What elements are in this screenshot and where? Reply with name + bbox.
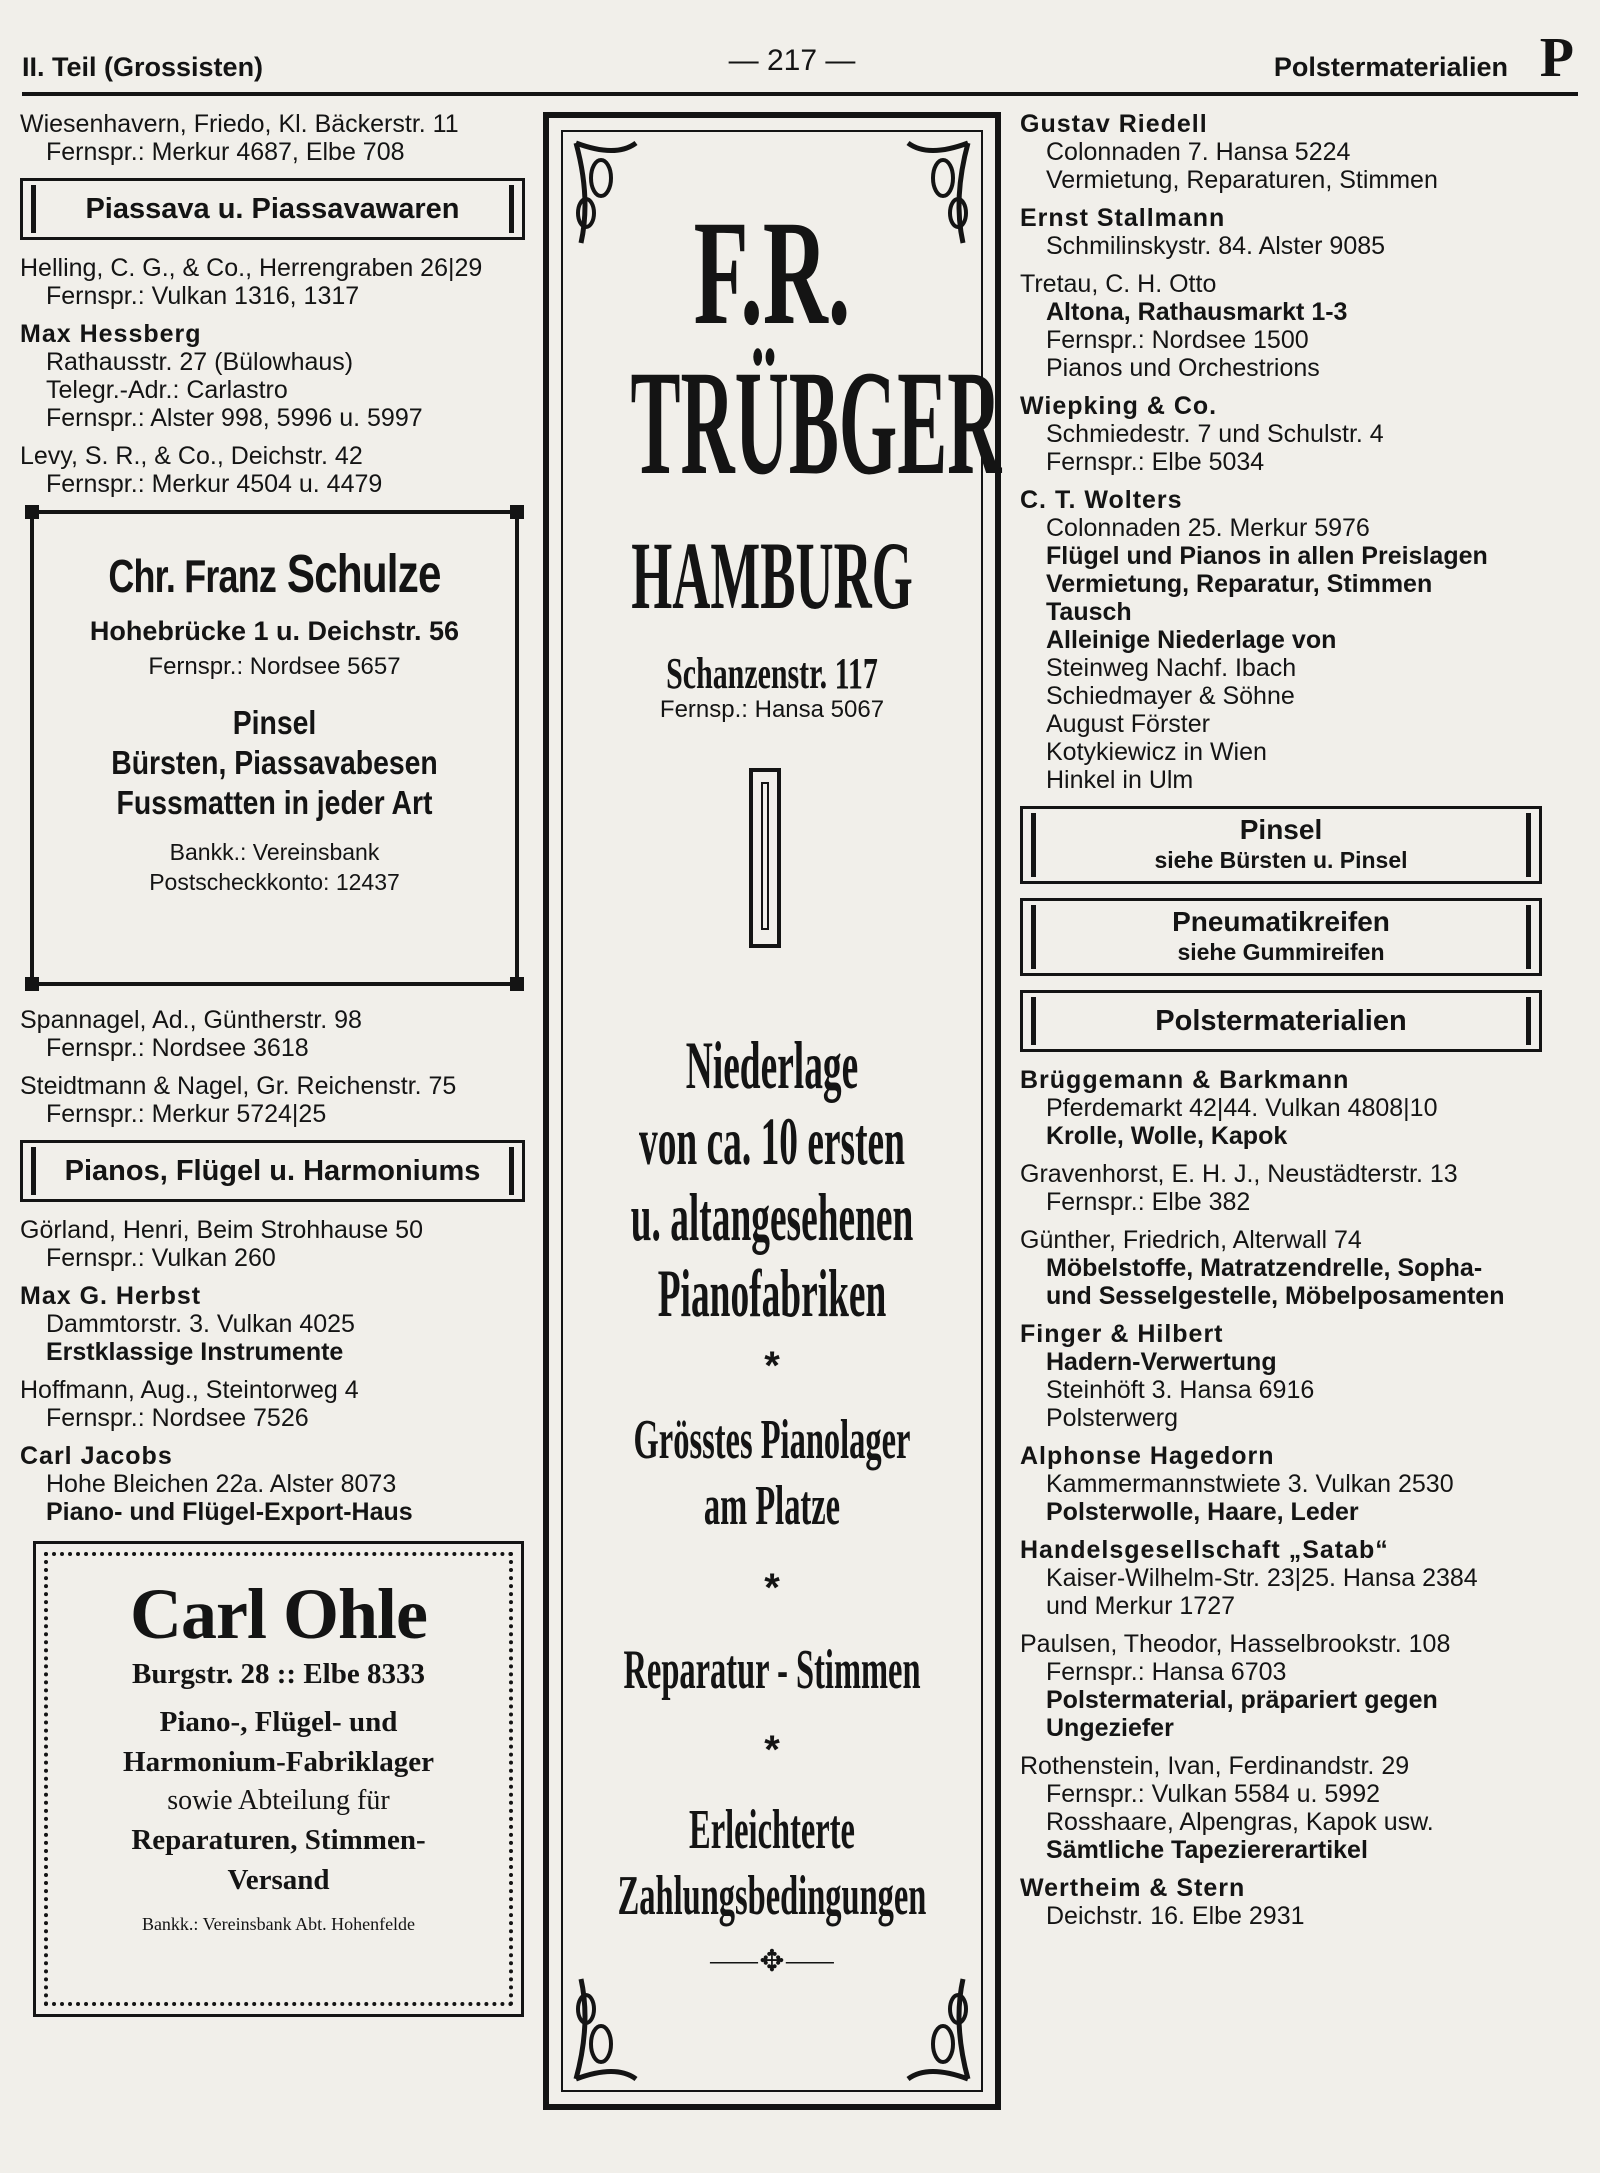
- entry-line: Dammtorstr. 3. Vulkan 4025: [46, 1310, 355, 1338]
- listing-entry: [1020, 1320, 1542, 1432]
- advertiser-phone: Fernspr.: Nordsee 5657: [148, 653, 401, 680]
- ad-product-line: Harmonium-Fabriklager: [123, 1746, 434, 1778]
- entry-name: Tretau, C. H. Otto: [1020, 270, 1217, 298]
- ad-product-line: Reparaturen, Stimmen-: [131, 1824, 426, 1856]
- ad-bank-line: Bankk.: Vereinsbank: [169, 839, 380, 865]
- ad-text-line: Zahlungsbedingungen: [617, 1865, 927, 1927]
- section-heading-pianos: Pianos, Flügel u. Harmoniums: [20, 1140, 525, 1202]
- page-number: — 217 —: [728, 44, 856, 77]
- keyhole-ornament-icon: [749, 768, 781, 948]
- entry-line: Deichstr. 16. Elbe 2931: [1046, 1902, 1305, 1930]
- asterisk-ornament-icon: *: [764, 1728, 780, 1772]
- advertiser-address: Hohebrücke 1 u. Deichstr. 56: [89, 616, 460, 646]
- ad-text-line: Pianofabriken: [657, 1255, 887, 1331]
- entry-line: Schiedmayer & Söhne: [1046, 682, 1295, 710]
- entry-line: Fernspr.: Nordsee 1500: [1046, 326, 1309, 354]
- ad-text-line: Grösstes Pianolager: [633, 1409, 911, 1471]
- advertiser-address: Schanzenstr. 117: [666, 649, 878, 698]
- ad-product-line: Fussmatten in jeder Art: [116, 784, 433, 821]
- entry-line: Fernspr.: Elbe 5034: [1046, 448, 1265, 476]
- entry-name: Max G. Herbst: [20, 1282, 202, 1310]
- entry-line: Möbelstoffe, Matratzendrelle, Sopha-: [1046, 1254, 1483, 1282]
- entry-name: Rothenstein, Ivan, Ferdinandstr. 29: [1020, 1752, 1410, 1780]
- ad-bank-line: Postscheckkonto: 12437: [149, 869, 400, 895]
- listing-entry: [1020, 486, 1542, 794]
- listing-entry: [20, 320, 525, 432]
- index-letter: P: [1539, 27, 1574, 89]
- ad-product-line: Versand: [227, 1864, 330, 1896]
- entry-line: Fernspr.: Merkur 4687, Elbe 708: [46, 138, 405, 166]
- entry-line: Fernspr.: Vulkan 1316, 1317: [46, 282, 360, 310]
- entry-line: Vermietung, Reparatur, Stimmen: [1046, 570, 1433, 598]
- listing-entry: [20, 1216, 525, 1272]
- listing-entry: [1020, 110, 1542, 194]
- entry-line: Vermietung, Reparaturen, Stimmen: [1046, 166, 1438, 194]
- entry-line: Alleinige Niederlage von: [1046, 626, 1337, 654]
- entry-line: Fernspr.: Elbe 382: [1046, 1188, 1251, 1216]
- entry-name: Handelsgesellschaft „Satab“: [1020, 1536, 1389, 1564]
- entry-line: Ungeziefer: [1046, 1714, 1174, 1742]
- entry-line: und Sesselgestelle, Möbelposamenten: [1046, 1282, 1505, 1310]
- entry-name: Wertheim & Stern: [1020, 1874, 1246, 1902]
- ad-text-line: am Platze: [703, 1475, 841, 1537]
- ad-text-line: Niederlage: [685, 1027, 859, 1103]
- entry-line: Steinhöft 3. Hansa 6916: [1046, 1376, 1315, 1404]
- listing-entry: [20, 254, 525, 310]
- flower-ornament-icon: [903, 1974, 973, 2084]
- ad-product-line: Pinsel: [232, 704, 317, 741]
- entry-line: Rathausstr. 27 (Bülowhaus): [46, 348, 354, 376]
- flower-ornament-icon: [571, 138, 641, 248]
- entry-line: Hinkel in Ulm: [1046, 766, 1194, 794]
- entry-name: Ernst Stallmann: [1020, 204, 1226, 232]
- listing-entry: [20, 110, 525, 166]
- listing-entry: [1020, 392, 1542, 476]
- entry-line: Fernspr.: Merkur 4504 u. 4479: [46, 470, 383, 498]
- ad-text-line: von ca. 10 ersten: [639, 1103, 905, 1179]
- section-label: II. Teil (Grossisten): [22, 52, 264, 82]
- entry-line: Krolle, Wolle, Kapok: [1046, 1122, 1288, 1150]
- section-cross-reference: siehe Gummireifen: [1177, 939, 1385, 965]
- advertiser-name: [54, 542, 495, 608]
- ad-product-line: Piano-, Flügel- und: [159, 1706, 398, 1738]
- entry-line: Fernspr.: Hansa 6703: [1046, 1658, 1287, 1686]
- category-label: Polstermaterialien: [1273, 52, 1508, 82]
- ad-product-line: sowie Abteilung für: [167, 1785, 390, 1816]
- entry-line: Flügel und Pianos in allen Preislagen: [1046, 542, 1488, 570]
- entry-line: und Merkur 1727: [1046, 1592, 1236, 1620]
- advertiser-phone: Fernsp.: Hansa 5067: [659, 696, 885, 723]
- listing-entry: [1020, 1752, 1542, 1864]
- entry-line: Steidtmann & Nagel, Gr. Reichenstr. 75: [20, 1072, 457, 1100]
- listing-entry: [20, 1442, 525, 1526]
- ad-text-line: u. altangesehenen: [630, 1179, 914, 1255]
- entry-line: Colonnaden 7. Hansa 5224: [1046, 138, 1351, 166]
- advertisement-schulze: [30, 510, 519, 986]
- entry-line: Kotykiewicz in Wien: [1046, 738, 1267, 766]
- entry-line: Hadern-Verwertung: [1046, 1348, 1277, 1376]
- entry-line: Fernspr.: Merkur 5724|25: [46, 1100, 327, 1128]
- advertiser-address: Burgstr. 28 :: Elbe 8333: [132, 1658, 425, 1690]
- entry-line: Altona, Rathausmarkt 1-3: [1046, 298, 1348, 326]
- entry-name: Paulsen, Theodor, Hasselbrookstr. 108: [1020, 1630, 1451, 1658]
- entry-line: Tausch: [1046, 598, 1132, 626]
- ad-text-line: Erleichterte: [689, 1799, 855, 1861]
- section-heading-pinsel: [1020, 806, 1542, 884]
- entry-line: Spannagel, Ad., Güntherstr. 98: [20, 1006, 362, 1034]
- left-column: [20, 110, 525, 2006]
- entry-line: Hohe Bleichen 22a. Alster 8073: [46, 1470, 397, 1498]
- entry-line: Fernspr.: Alster 998, 5996 u. 5997: [46, 404, 423, 432]
- listing-entry: [20, 1072, 525, 1128]
- entry-line: Polstermaterial, präpariert gegen: [1046, 1686, 1438, 1714]
- listing-entry: [1020, 1442, 1542, 1526]
- entry-line: Telegr.-Adr.: Carlastro: [46, 376, 288, 404]
- entry-name: Carl Jacobs: [20, 1442, 173, 1470]
- entry-name: Gustav Riedell: [1020, 110, 1208, 138]
- listing-entry: [1020, 204, 1542, 260]
- listing-entry: [1020, 1226, 1542, 1310]
- listing-entry: [20, 1376, 525, 1432]
- advertiser-name: Carl Ohle: [130, 1574, 427, 1654]
- ornament-corner: [25, 505, 39, 519]
- advertiser-initials: F.R.: [693, 190, 851, 356]
- entry-name: Wiepking & Co.: [1020, 392, 1218, 420]
- right-column: [1020, 110, 1542, 1940]
- entry-line: Fernspr.: Vulkan 260: [46, 1244, 276, 1272]
- section-title: Pinsel: [1239, 814, 1323, 845]
- entry-name: Levy, S. R., & Co., Deichstr. 42: [20, 442, 363, 470]
- advertiser-city: HAMBURG: [631, 522, 913, 629]
- entry-line: Schmiedestr. 7 und Schulstr. 4: [1046, 420, 1384, 448]
- entry-line: Pianos und Orchestrions: [1046, 354, 1320, 382]
- entry-line: Fernspr.: Nordsee 7526: [46, 1404, 309, 1432]
- entry-name: Max Hessberg: [20, 320, 202, 348]
- entry-name: Finger & Hilbert: [1020, 1320, 1224, 1348]
- entry-name: Hoffmann, Aug., Steintorweg 4: [20, 1376, 359, 1404]
- ad-bank-line: Bankk.: Vereinsbank Abt. Hohenfelde: [141, 1914, 416, 1934]
- listing-entry: [20, 442, 525, 498]
- listing-entry: [1020, 1630, 1542, 1742]
- asterisk-ornament-icon: *: [764, 1344, 780, 1388]
- listing-entry: [1020, 1874, 1542, 1930]
- section-title: Pneumatikreifen: [1172, 906, 1390, 937]
- ornament-corner: [510, 977, 524, 991]
- entry-name: Brüggemann & Barkmann: [1020, 1066, 1350, 1094]
- advertisement-truebger: [543, 112, 1001, 2110]
- ad-product-line: Bürsten, Piassavabesen: [111, 744, 438, 781]
- entry-line: Kammermannstwiete 3. Vulkan 2530: [1046, 1470, 1454, 1498]
- entry-line: Erstklassige Instrumente: [46, 1338, 344, 1366]
- section-heading-pneumatik: [1020, 898, 1542, 976]
- advertiser-name: TRÜBGER: [630, 340, 1002, 506]
- listing-entry: [1020, 1066, 1542, 1150]
- header-rule: [22, 92, 1578, 96]
- entry-name: Görland, Henri, Beim Strohhause 50: [20, 1216, 423, 1244]
- entry-line: Piano- und Flügel-Export-Haus: [46, 1498, 413, 1526]
- advertiser-name-first: Chr. Franz: [108, 550, 276, 602]
- listing-entry: [20, 1006, 525, 1062]
- ornament-corner: [25, 977, 39, 991]
- section-heading-piassava: Piassava u. Piassavawaren: [20, 178, 525, 240]
- entry-line: Fernspr.: Nordsee 3618: [46, 1034, 309, 1062]
- entry-line: Pferdemarkt 42|44. Vulkan 4808|10: [1046, 1094, 1438, 1122]
- advertisement-ohle: [44, 1552, 513, 2006]
- entry-name: Gravenhorst, E. H. J., Neustädterstr. 13: [1020, 1160, 1458, 1188]
- entry-line: Wiesenhavern, Friedo, Kl. Bäckerstr. 11: [20, 110, 459, 138]
- entry-line: Colonnaden 25. Merkur 5976: [1046, 514, 1370, 542]
- section-heading-polster: Polstermaterialien: [1020, 990, 1542, 1052]
- entry-name: Günther, Friedrich, Alterwall 74: [1020, 1226, 1362, 1254]
- listing-entry: [1020, 1536, 1542, 1620]
- entry-line: August Förster: [1046, 710, 1210, 738]
- ornament-icon: ⸺✥⸺: [708, 1945, 836, 1978]
- advertiser-name-last: Schulze: [286, 544, 441, 604]
- entry-line: Kaiser-Wilhelm-Str. 23|25. Hansa 2384: [1046, 1564, 1478, 1592]
- entry-line: Fernspr.: Vulkan 5584 u. 5992: [1046, 1780, 1381, 1808]
- entry-name: Helling, C. G., & Co., Herrengraben 26|29: [20, 254, 483, 282]
- entry-line: Steinweg Nachf. Ibach: [1046, 654, 1297, 682]
- entry-name: C. T. Wolters: [1020, 486, 1183, 514]
- ornament-corner: [510, 505, 524, 519]
- page-header: [22, 27, 1578, 94]
- asterisk-ornament-icon: *: [764, 1566, 780, 1610]
- entry-line: Schmilinskystr. 84. Alster 9085: [1046, 232, 1386, 260]
- entry-line: Rosshaare, Alpengras, Kapok usw.: [1046, 1808, 1434, 1836]
- listing-entry: [1020, 1160, 1542, 1216]
- flower-ornament-icon: [903, 138, 973, 248]
- entry-line: Sämtliche Tapeziererartikel: [1046, 1836, 1368, 1864]
- listing-entry: [20, 1282, 525, 1366]
- ad-text-line: Reparatur - Stimmen: [623, 1639, 921, 1701]
- flower-ornament-icon: [571, 1974, 641, 2084]
- entry-line: Polsterwerg: [1046, 1404, 1178, 1432]
- section-cross-reference: siehe Bürsten u. Pinsel: [1154, 847, 1408, 873]
- listing-entry: [1020, 270, 1542, 382]
- entry-name: Alphonse Hagedorn: [1020, 1442, 1275, 1470]
- entry-line: Polsterwolle, Haare, Leder: [1046, 1498, 1359, 1526]
